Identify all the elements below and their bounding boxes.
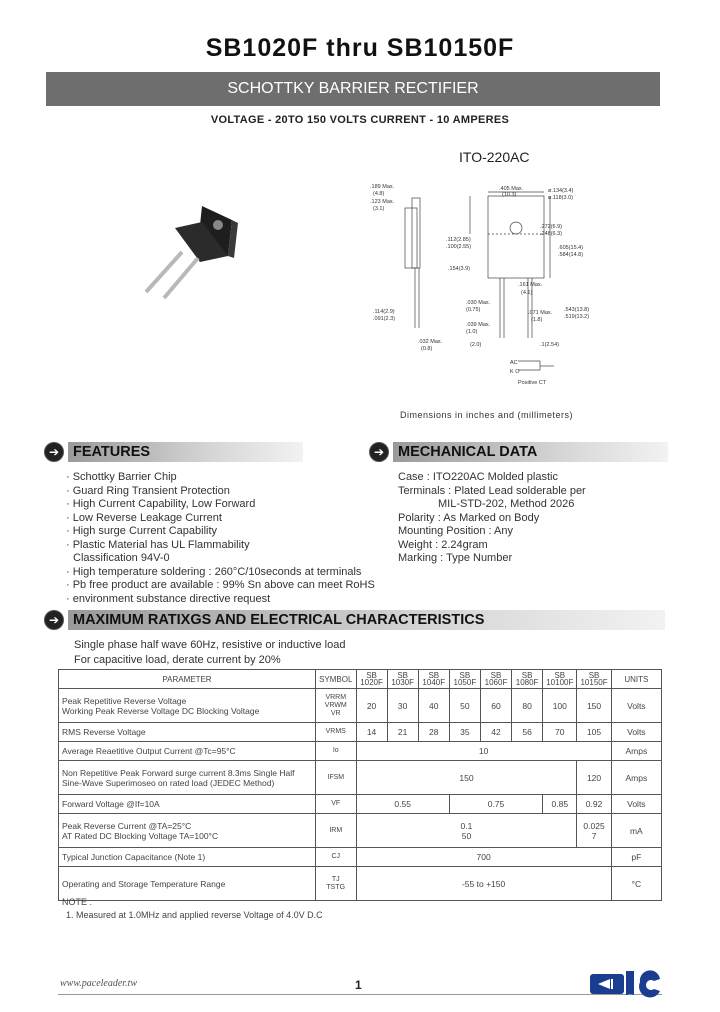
- table-cell: 0.1 50: [356, 814, 577, 848]
- table-cell: TJ TSTG: [316, 867, 357, 901]
- table-cell: 0.75: [449, 795, 542, 814]
- package-name: ITO-220AC: [459, 149, 530, 165]
- dimension-label: .1(2.54): [540, 342, 559, 348]
- dimension-label: (1.0): [466, 329, 478, 335]
- arrow-right-icon: ➔: [369, 442, 389, 462]
- table-cell: 56: [512, 723, 543, 742]
- table-cell: Non Repetitive Peak Forward surge current 8.3ms Single Half Sine-Wave Superimoseo on rated load (JEDEC Method): [59, 761, 316, 795]
- table-cell: 100: [543, 689, 577, 723]
- dimension-label: .114(2.9): [373, 309, 395, 315]
- dimension-label: .071 Max.: [528, 310, 553, 316]
- arrow-right-icon: ➔: [44, 442, 64, 462]
- table-cell: Operating and Storage Temperature Range: [59, 867, 316, 901]
- dimension-label: .039 Max.: [466, 322, 491, 328]
- dimension-label: ø.134(3.4): [548, 188, 574, 194]
- table-row: [59, 742, 662, 761]
- datasheet-title: SB1020F thru SB10150F: [205, 34, 515, 62]
- dimension-label: .123 Max.: [370, 199, 395, 205]
- list-item: · Plastic Material has UL Flammability: [66, 538, 250, 551]
- header-part: SB 1050F: [449, 670, 480, 689]
- ratings-notes: [74, 638, 345, 668]
- ratings-note: For capacitive load, derate current by 20%: [74, 654, 281, 666]
- dimension-label: (1.8): [531, 317, 543, 323]
- features-heading-label: FEATURES: [68, 442, 303, 462]
- list-item: · Schottky Barrier Chip: [66, 471, 177, 483]
- list-item: Case : ITO220AC Molded plastic: [398, 471, 558, 483]
- header-part: SB 1020F: [356, 670, 387, 689]
- table-cell: VRRM VRWM VR: [316, 689, 357, 723]
- table-cell: Volts: [611, 689, 661, 723]
- table-cell: Forward Voltage @If=10A: [59, 795, 316, 814]
- dimension-label: .032 Max.: [418, 339, 443, 345]
- dimension-label: (4.8): [373, 191, 385, 197]
- dimension-label: .543(13.8): [564, 307, 590, 313]
- header-part: SB 1030F: [387, 670, 418, 689]
- dimension-label: .405 Max.: [499, 186, 524, 192]
- header-parameter: PARAMETER: [59, 670, 316, 689]
- table-cell: Volts: [611, 795, 661, 814]
- table-cell: °C: [611, 867, 661, 901]
- table-cell: 42: [480, 723, 511, 742]
- company-logo: [588, 968, 664, 998]
- dimension-label: .272(6.9): [540, 224, 563, 230]
- list-item: · High Current Capability, Low Forward: [66, 498, 256, 510]
- dimension-label: (2.0): [470, 342, 482, 348]
- table-row: [59, 723, 662, 742]
- dimension-label: PIC: [628, 993, 634, 997]
- ratings-heading: [44, 610, 665, 630]
- table-cell: VF: [316, 795, 357, 814]
- table-cell: Peak Repetitive Reverse Voltage Working Peak Reverse Voltage DC Blocking Voltage: [59, 689, 316, 723]
- table-cell: 35: [449, 723, 480, 742]
- table-cell: 105: [577, 723, 611, 742]
- table-cell: 30: [387, 689, 418, 723]
- table-cell: 50: [449, 689, 480, 723]
- list-item: MIL-STD-202, Method 2026: [438, 498, 575, 510]
- ratings-note: Single phase half wave 60Hz, resistive or inductive load: [74, 639, 346, 651]
- dimension-label: (0.75): [466, 307, 481, 313]
- note-text: 1. Measured at 1.0MHz and applied reverse Voltage of 4.0V D.C: [66, 910, 323, 920]
- table-cell: 0.85: [543, 795, 577, 814]
- table-cell: 10: [356, 742, 611, 761]
- mechanical-list: [398, 471, 586, 566]
- list-item: · High temperature soldering : 260°C/10seconds at terminals: [66, 565, 362, 578]
- table-cell: 0.025 7: [577, 814, 611, 848]
- table-row: [59, 795, 662, 814]
- list-item: · High surge Current Capability: [66, 525, 218, 537]
- table-row: [59, 848, 662, 867]
- voltage-current-line: VOLTAGE - 20TO 150 VOLTS CURRENT - 10 AMPERES: [210, 114, 510, 126]
- dimension-label: .154(3.9): [448, 266, 471, 272]
- table-cell: 70: [543, 723, 577, 742]
- list-item: · Guard Ring Transient Protection: [66, 484, 230, 497]
- table-cell: 40: [418, 689, 449, 723]
- dimension-label: (0.8): [421, 346, 433, 352]
- list-item: · Low Reverse Leakage Current: [66, 511, 222, 524]
- table-cell: 80: [512, 689, 543, 723]
- table-cell: mA: [611, 814, 661, 848]
- header-units: UNITS: [611, 670, 661, 689]
- table-cell: Amps: [611, 742, 661, 761]
- table-cell: IFSM: [316, 761, 357, 795]
- dimension-label: Positive CT: [518, 380, 547, 386]
- dimension-label: .030 Max.: [466, 300, 491, 306]
- list-item: Marking : Type Number: [398, 552, 513, 564]
- features-heading: [44, 442, 303, 462]
- dimension-label: .248(6.3): [540, 231, 563, 237]
- dimension-label: .605(15.4): [558, 245, 584, 251]
- dimension-label: (10.3): [502, 192, 517, 198]
- header-part: SB 1060F: [480, 670, 511, 689]
- table-cell: Typical Junction Capacitance (Note 1): [59, 848, 316, 867]
- features-list: [66, 471, 375, 606]
- mechanical-heading: [369, 442, 668, 462]
- package-outline-drawing: [340, 178, 610, 403]
- table-cell: 150: [577, 689, 611, 723]
- dimension-label: .519(13.2): [564, 314, 590, 320]
- table-row: [59, 761, 662, 795]
- footer-divider: [58, 994, 662, 995]
- table-cell: 28: [418, 723, 449, 742]
- list-item: Terminals : Plated Lead solderable per: [398, 484, 586, 497]
- list-item: Classification 94V-0: [73, 552, 170, 564]
- header-symbol: SYMBOL: [316, 670, 357, 689]
- table-cell: Amps: [611, 761, 661, 795]
- table-cell: 21: [387, 723, 418, 742]
- table-cell: 60: [480, 689, 511, 723]
- table-cell: Io: [316, 742, 357, 761]
- dimension-label: .161 Max.: [518, 282, 543, 288]
- dimension-label: AC: [510, 360, 518, 366]
- note-title: NOTE :: [62, 897, 93, 907]
- mechanical-heading-label: MECHANICAL DATA: [393, 442, 668, 462]
- header-part: SB 1040F: [418, 670, 449, 689]
- list-item: · environment substance directive request: [66, 592, 271, 605]
- table-cell: Peak Reverse Current @TA=25°C AT Rated DC Blocking Voltage TA=100°C: [59, 814, 316, 848]
- component-photo: [140, 200, 260, 300]
- table-cell: 14: [356, 723, 387, 742]
- table-cell: 150: [356, 761, 577, 795]
- subtitle-banner: SCHOTTKY BARRIER RECTIFIER: [46, 72, 660, 106]
- list-item: Mounting Position : Any: [398, 525, 513, 537]
- header-part: SB 1080F: [512, 670, 543, 689]
- dimension-label: K O: [510, 369, 520, 375]
- page-number: 1: [355, 978, 362, 992]
- list-item: Weight : 2.24gram: [398, 538, 488, 551]
- dimension-label: .189 Max.: [370, 184, 395, 190]
- table-cell: 700: [356, 848, 611, 867]
- table-cell: IRM: [316, 814, 357, 848]
- table-cell: RMS Reverse Voltage: [59, 723, 316, 742]
- table-header-row: [59, 670, 662, 689]
- table-row: [59, 689, 662, 723]
- table-cell: pF: [611, 848, 661, 867]
- table-cell: 120: [577, 761, 611, 795]
- header-part: SB 10100F: [543, 670, 577, 689]
- table-cell: 0.55: [356, 795, 449, 814]
- dimension-label: (4.1): [521, 290, 533, 296]
- dimension-note: Dimensions in inches and (millimeters): [400, 410, 574, 420]
- dimension-label: (3.1): [373, 206, 385, 212]
- dimension-label: .100(2.55): [446, 244, 472, 250]
- dimension-label: .112(2.85): [446, 237, 471, 243]
- table-cell: VRMS: [316, 723, 357, 742]
- table-cell: CJ: [316, 848, 357, 867]
- header-part: SB 10150F: [577, 670, 611, 689]
- footer-url[interactable]: www.paceleader.tw: [60, 978, 138, 989]
- table-row: [59, 814, 662, 848]
- ratings-table: [58, 669, 662, 901]
- dimension-label: .091(2.3): [373, 316, 396, 322]
- arrow-right-icon: ➔: [44, 610, 64, 630]
- table-cell: -55 to +150: [356, 867, 611, 901]
- table-cell: 0.92: [577, 795, 611, 814]
- list-item: · Pb free product are available : 99% Sn above can meet RoHS: [66, 579, 375, 591]
- list-item: Polarity : As Marked on Body: [398, 511, 540, 524]
- dimension-label: .584(14.8): [558, 252, 584, 258]
- ratings-heading-label: MAXIMUM RATIXGS AND ELECTRICAL CHARACTERISTICS: [68, 610, 665, 630]
- table-notes: [62, 896, 323, 922]
- table-cell: 20: [356, 689, 387, 723]
- table-cell: Volts: [611, 723, 661, 742]
- table-cell: Average Reaetitive Output Current @Tc=95°C: [59, 742, 316, 761]
- dimension-label: ø.118(3.0): [548, 195, 573, 201]
